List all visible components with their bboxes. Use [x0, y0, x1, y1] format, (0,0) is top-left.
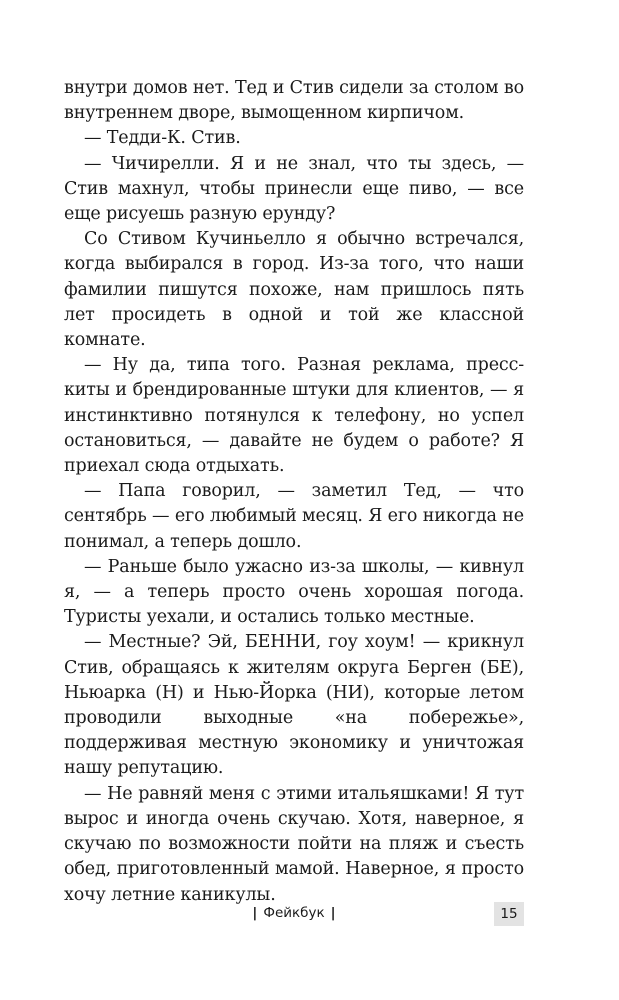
paragraph-continued: внутри домов нет. Тед и Стив сидели за столом во внутреннем дворе, вымощенном кирпичом. — [64, 78, 524, 124]
paragraph-narration: Со Стивом Кучиньелло я обычно встречался, когда выбирался в город. Из-за того, что наши фамилии пишутся похоже, нам пришлось пять лет просидеть в одной и той же классной комнате. — [64, 229, 524, 351]
page-number: 15 — [494, 902, 524, 926]
paragraph-dialogue: — Не равняй меня с этими итальяшками! Я тут вырос и иногда очень скучаю. Хотя, наверное, я скучаю по возможности пойти на пляж и съесть обед, приготовленный мамой. Наверное, я просто хочу летние каникулы. — [64, 783, 524, 905]
running-title — [64, 905, 524, 921]
body-text — [64, 76, 524, 908]
book-title: Фейкбук — [263, 905, 325, 921]
separator-bar-right: | — [330, 905, 336, 921]
paragraph-dialogue: — Папа говорил, — заметил Тед, — что сентябрь — его любимый месяц. Я его никогда не понимал, а теперь дошло. — [64, 481, 524, 552]
paragraph-dialogue: — Ну да, типа того. Разная реклама, пресс-киты и брендированные штуки для клиентов, — я инстинктивно потянулся к телефону, но успел остановиться, — давайте не будем о работе? Я приехал сюда отдыхать. — [64, 355, 524, 477]
paragraph-dialogue: — Раньше было ужасно из-за школы, — кивнул я, — а теперь просто очень хорошая погода. Туристы уехали, и остались только местные. — [64, 556, 524, 628]
paragraph-dialogue: — Местные? Эй, БЕННИ, гоу хоум! — крикнул Стив, обращаясь к жителям округа Берген (БЕ), Ньюарка (Н) и Нью-Йорка (НИ), которые летом проводили выходные «на побережье», поддерживая местную экономику и уничтожая нашу репутацию. — [64, 632, 524, 779]
paragraph-dialogue: — Чичирелли. Я и не знал, что ты здесь, — Стив махнул, чтобы принесли еще пиво, — все еще рисуешь разную ерунду? — [64, 153, 524, 225]
paragraph-dialogue: — Тедди-К. Стив. — [84, 128, 241, 149]
page-footer — [64, 902, 524, 928]
separator-bar-left: | — [252, 905, 258, 921]
